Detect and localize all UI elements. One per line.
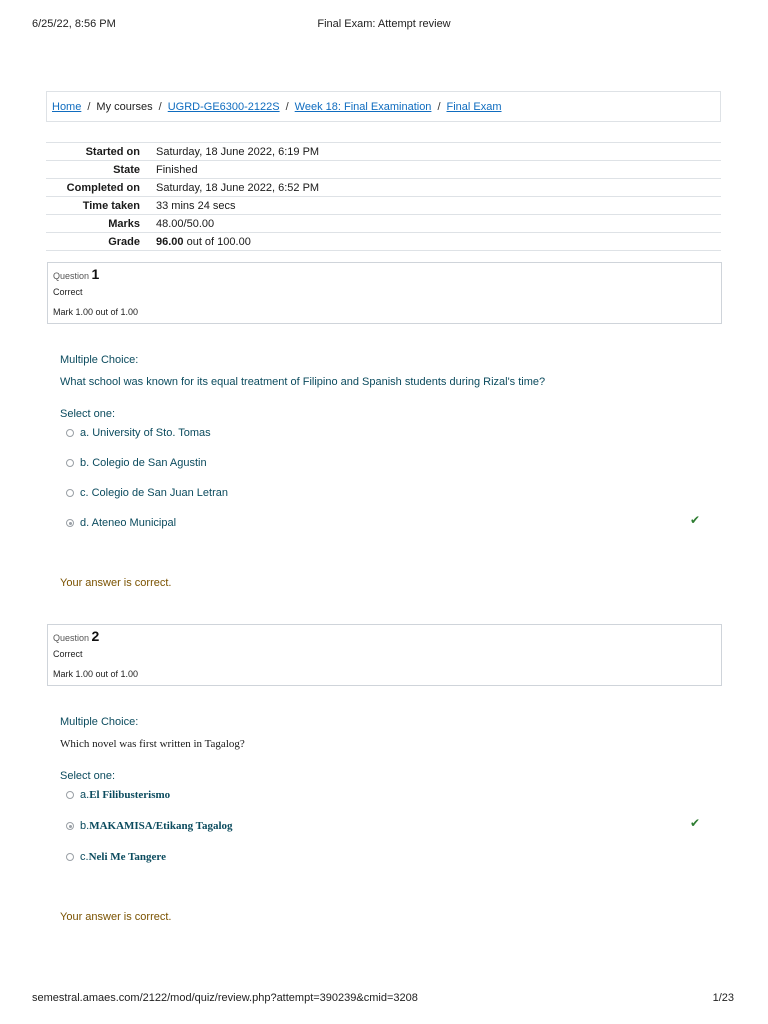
summary-row-marks [46,215,721,233]
question-mark: Mark 1.00 out of 1.00 [53,669,139,679]
question-text: What school was known for its equal treatment of Filipino and Spanish students during Rizal's time? [60,376,546,388]
print-datetime: 6/25/22, 8:56 PM [32,18,116,30]
summary-label: Started on [46,143,150,161]
answer-feedback: Your answer is correct. [60,577,172,589]
option-text: c. Colegio de San Juan Letran [80,487,228,499]
print-page-title: Final Exam: Attempt review [317,18,451,30]
question-type: Multiple Choice: [60,354,139,366]
option-text: a. University of Sto. Tomas [80,427,211,439]
summary-row-started [46,143,721,161]
radio-icon[interactable] [66,429,74,437]
question-state: Correct [53,287,83,297]
summary-value: 48.00/50.00 [150,215,721,233]
option-prefix: c. [80,851,89,863]
question-label: Question [53,271,90,281]
summary-value: Finished [150,161,721,179]
summary-value: Saturday, 18 June 2022, 6:52 PM [150,179,721,197]
question-number: 2 [91,628,100,644]
question-label: Question [53,633,90,643]
radio-selected-icon[interactable] [66,519,74,527]
summary-value [150,233,721,251]
check-icon: ✔ [690,816,701,830]
check-icon: ✔ [690,513,701,527]
breadcrumb [46,91,721,122]
breadcrumb-separator: / [437,100,441,113]
question-info-box [47,262,722,324]
summary-label: State [46,161,150,179]
summary-label: Marks [46,215,150,233]
answer-option-c[interactable] [66,851,166,863]
attempt-summary-table [46,142,721,251]
question-number: 1 [91,266,100,282]
option-text: MAKAMISA/Etikang Tagalog [89,820,233,832]
breadcrumb-final-exam[interactable]: Final Exam [446,100,502,113]
radio-icon[interactable] [66,853,74,861]
summary-value: 33 mins 24 secs [150,197,721,215]
summary-label: Grade [46,233,150,251]
radio-icon[interactable] [66,791,74,799]
grade-out-of: out of 100.00 [183,235,251,248]
breadcrumb-home[interactable]: Home [52,100,82,113]
select-one-label: Select one: [60,770,116,782]
answer-option-d[interactable] [66,517,176,529]
summary-label: Time taken [46,197,150,215]
summary-row-time-taken [46,197,721,215]
radio-selected-icon[interactable] [66,822,74,830]
breadcrumb-separator: / [285,100,289,113]
answer-option-a[interactable] [66,427,211,439]
breadcrumb-my-courses: My courses [96,100,153,113]
answer-option-c[interactable] [66,487,228,499]
question-info-box [47,624,722,686]
question-number-line [53,628,99,644]
radio-icon[interactable] [66,489,74,497]
breadcrumb-separator: / [158,100,162,113]
breadcrumb-separator: / [87,100,91,113]
grade-value: 96.00 [156,235,184,248]
select-one-label: Select one: [60,408,116,420]
question-type: Multiple Choice: [60,716,139,728]
breadcrumb-week[interactable]: Week 18: Final Examination [294,100,432,113]
question-text: Which novel was first written in Tagalog? [60,738,245,750]
question-state: Correct [53,649,83,659]
answer-option-b[interactable] [66,457,207,469]
print-url: semestral.amaes.com/2122/mod/quiz/review.php?attempt=390239&cmid=3208 [32,992,418,1004]
option-text: b. Colegio de San Agustin [80,457,207,469]
summary-row-grade [46,233,721,251]
answer-option-a[interactable] [66,789,170,801]
question-number-line [53,266,99,282]
breadcrumb-course[interactable]: UGRD-GE6300-2122S [167,100,280,113]
option-prefix: b. [80,820,90,832]
option-prefix: a. [80,789,90,801]
answer-option-b[interactable] [66,820,233,832]
summary-row-completed [46,179,721,197]
option-text: d. Ateneo Municipal [80,517,177,529]
option-text: Neli Me Tangere [88,851,166,863]
print-page-number: 1/23 [712,992,734,1004]
summary-value: Saturday, 18 June 2022, 6:19 PM [150,143,721,161]
radio-icon[interactable] [66,459,74,467]
summary-row-state [46,161,721,179]
question-mark: Mark 1.00 out of 1.00 [53,307,139,317]
summary-label: Completed on [46,179,150,197]
answer-feedback: Your answer is correct. [60,911,172,923]
option-text: El Filibusterismo [89,789,171,801]
